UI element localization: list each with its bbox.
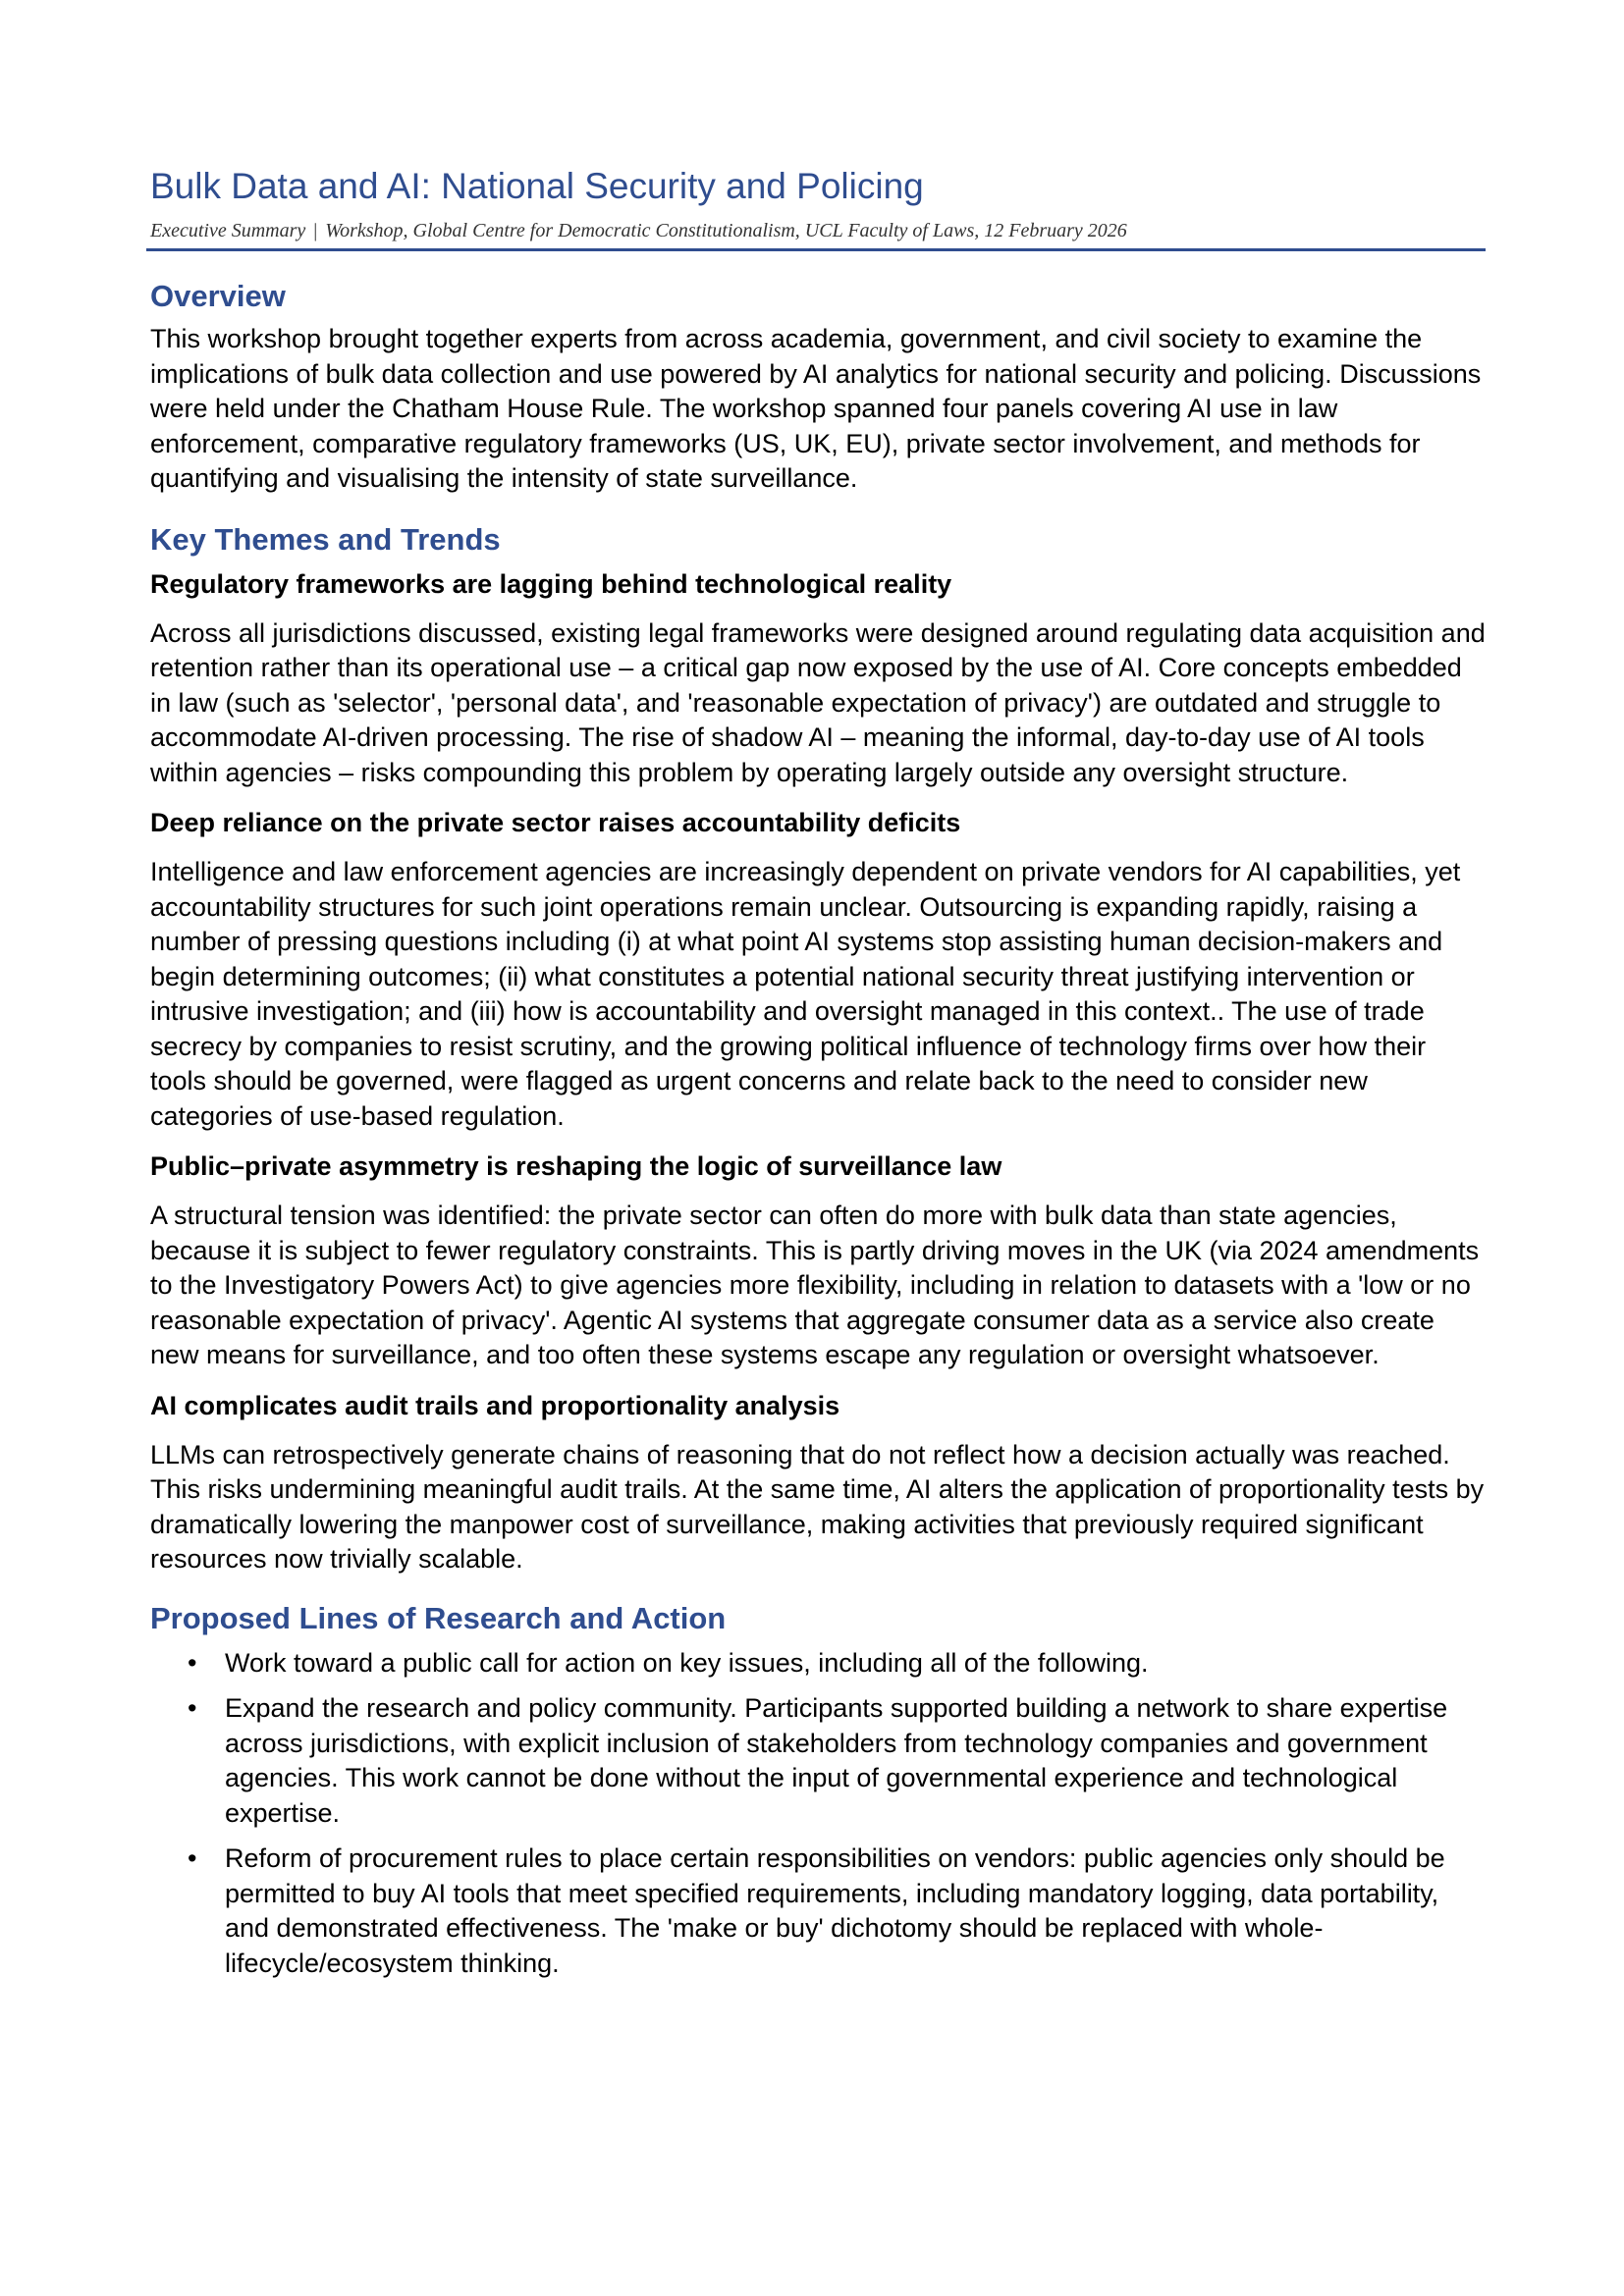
bullet-icon: • bbox=[188, 1843, 197, 1873]
list-item-text: Expand the research and policy community. Participants supported building a network to share expertise across jurisdictions, with explicit inclusion of stakeholders from technology companies and government agencies. This work cannot be done without the input of governmental experience and technological expertise. bbox=[225, 1693, 1448, 1828]
theme-item bbox=[150, 565, 1486, 791]
overview-paragraph: This workshop brought together experts from across academia, government, and civil society to examine the implications of bulk data collection and use powered by AI analytics for national security and policing. Discussions were held under the Chatham House Rule. The workshop spanned four panels covering AI use in law enforcement, comparative regulatory frameworks (US, UK, EU), private sector involvement, and methods for quantifying and visualising the intensity of state surveillance. bbox=[150, 324, 1482, 493]
theme-paragraph: A structural tension was identified: the private sector can often do more with bulk data than state agencies, because it is subject to fewer regulatory constraints. This is partly driving moves in the UK (via 2024 amendments to the Investigatory Powers Act) to give agencies more flexibility, including in relation to datasets with a 'low or no reasonable expectation of privacy'. Agentic AI systems that aggregate consumer data as a service also create new means for surveillance, and too often these systems escape any regulation or oversight whatsoever. bbox=[150, 1201, 1480, 1369]
bullet-icon: • bbox=[188, 1647, 197, 1678]
theme-paragraph: Intelligence and law enforcement agencies are increasingly dependent on private vendors for AI capabilities, yet accountability structures for such joint operations remain unclear. Outsourcing is expanding rapidly, raising a number of pressing questions including (i) at what point AI systems stop assisting human decision-makers and begin determining outcomes; (ii) what constitutes a potential national security threat justifying intervention or intrusive investigation; and (iii) how is accountability and oversight managed in this context.. The use of trade secrecy by companies to resist scrutiny, and the growing political influence of technology firms over how their tools should be governed, were flagged as urgent concerns and relate back to the need to consider new categories of use-based regulation. bbox=[150, 857, 1461, 1131]
research-section bbox=[150, 1599, 1486, 1982]
theme-title: Deep reliance on the private sector raises accountability deficits bbox=[150, 808, 961, 837]
bullet-icon: • bbox=[188, 1693, 197, 1723]
theme-item bbox=[150, 804, 1486, 1134]
themes-heading: Key Themes and Trends bbox=[150, 521, 501, 557]
theme-title: Public–private asymmetry is reshaping the logic of surveillance law bbox=[150, 1151, 1002, 1181]
list-item bbox=[150, 1842, 1486, 1981]
subtitle-doc-type: Executive Summary bbox=[150, 220, 306, 241]
research-list bbox=[150, 1646, 1486, 1982]
themes-section bbox=[150, 520, 1486, 1577]
document-subtitle bbox=[146, 220, 1486, 251]
list-item-text: Reform of procurement rules to place certain responsibilities on vendors: public agencies only should be permitted to buy AI tools that meet specified requirements, including mandatory logging, data portability, and demonstrated effectiveness. The 'make or buy' dichotomy should be replaced with whole-lifecycle/ecosystem thinking. bbox=[225, 1843, 1445, 1978]
theme-item bbox=[150, 1148, 1486, 1373]
list-item-text: Work toward a public call for action on key issues, including all of the following. bbox=[225, 1647, 1149, 1678]
page-title: Bulk Data and AI: National Security and Policing bbox=[150, 166, 924, 206]
overview-heading: Overview bbox=[150, 279, 286, 313]
theme-paragraph: LLMs can retrospectively generate chains of reasoning that do not reflect how a decision actually was reached. This risks undermining meaningful audit trails. At the same time, AI alters the application of proportionality tests by dramatically lowering the manpower cost of surveillance, making activities that previously required significant resources now trivially scalable. bbox=[150, 1439, 1485, 1574]
theme-item bbox=[150, 1387, 1486, 1577]
theme-paragraph: Across all jurisdictions discussed, existing legal frameworks were designed around regulating data acquisition and retention rather than its operational use – a critical gap now exposed by the use of AI. Core concepts embedded in law (such as 'selector', 'personal data', and 'reasonable expectation of privacy') are outdated and struggle to accommodate AI-driven processing. The rise of shadow AI – meaning the informal, day-to-day use of AI tools within agencies – risks compounding this problem by operating largely outside any oversight structure. bbox=[150, 617, 1486, 787]
theme-title: AI complicates audit trails and proportionality analysis bbox=[150, 1390, 840, 1420]
document-page bbox=[150, 165, 1486, 1992]
subtitle-separator: | bbox=[313, 220, 318, 241]
list-item bbox=[150, 1691, 1486, 1831]
overview-section bbox=[150, 277, 1486, 497]
subtitle-event-details: Workshop, Global Centre for Democratic Constitutionalism, UCL Faculty of Laws, 12 February 2026 bbox=[325, 220, 1127, 241]
list-item bbox=[150, 1646, 1486, 1682]
theme-title: Regulatory frameworks are lagging behind technological reality bbox=[150, 568, 952, 599]
research-heading: Proposed Lines of Research and Action bbox=[150, 1600, 727, 1635]
